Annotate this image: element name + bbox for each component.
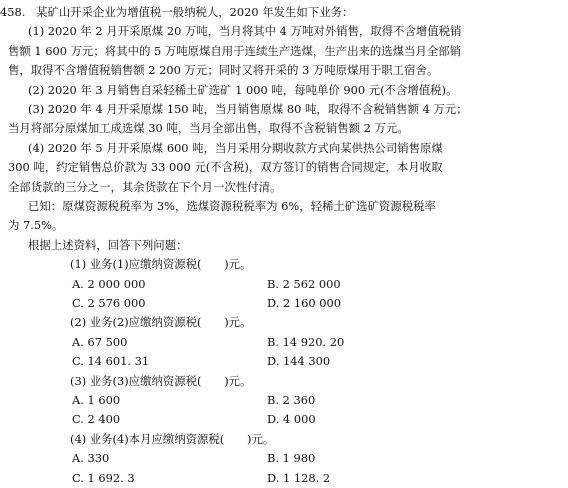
question-3-option-a: A. 1 600 (72, 393, 121, 407)
business-1-line-1: (1) 2020 年 2 月开采原煤 20 万吨，当月将其中 4 万吨对外销售，取得不含增值税销 (28, 24, 462, 39)
question-4-option-d: D. 1 128. 2 (267, 470, 331, 485)
question-1-stem: (1) 业务(1)应缴纳资源税( )元。 (70, 257, 252, 272)
question-4-option-a: A. 330 (72, 451, 110, 466)
question-3-option-c: C. 2 400 (72, 412, 121, 427)
question-2-stem: (2) 业务(2)应缴纳资源税( )元。 (70, 315, 252, 330)
question-3-option-b: B. 2 360 (267, 393, 316, 407)
business-4-line-1: (4) 2020 年 5 月开采原煤 600 吨，当月采用分期收款方式向某供热公司销售原煤 (28, 140, 443, 155)
business-1-line-3: 售，取得不含增值税销售额 2 200 万元；同时又将开采的 3 万吨原煤用于职工宿舍。 (8, 63, 439, 78)
instruction: 根据上述资料，回答下列问题： (28, 237, 188, 252)
question-4-stem: (4) 业务(4)本月应缴纳资源税( )元。 (70, 431, 275, 446)
question-heading: 某矿山开采企业为增值税一般纳税人，2020 年发生如下业务： (36, 5, 354, 19)
question-4-option-c: C. 1 692. 3 (72, 470, 135, 485)
business-4-line-2: 300 吨，约定销售总价款为 33 000 元(不含税)，双方签订的销售合同规定，本月收取 (8, 160, 443, 175)
business-1-line-2: 售额 1 600 万元；将其中的 5 万吨原煤自用于连续生产选煤，生产出来的选煤当月全部销 (8, 43, 462, 58)
question-2-option-a: A. 67 500 (72, 334, 128, 349)
known-line-2: 为 7.5%。 (8, 218, 64, 233)
question-3-stem: (3) 业务(3)应缴纳资源税( )元。 (70, 373, 252, 388)
question-1-option-a: A. 2 000 000 (72, 276, 146, 291)
question-4-option-b: B. 1 980 (267, 451, 316, 466)
question-2-option-c: C. 14 601. 31 (72, 354, 150, 369)
question-3-option-d: D. 4 000 (267, 412, 316, 427)
business-3-line-2: 当月将部分原煤加工成选煤 30 吨，当月全部出售，取得不含税销售额 2 万元。 (8, 121, 409, 136)
question-1-option-b: B. 2 562 000 (267, 276, 341, 291)
question-1-option-c: C. 2 576 000 (72, 296, 146, 310)
question-number: 458. (0, 5, 26, 19)
known-line-1: 已知：原煤资源税税率为 3%，选煤资源税税率为 6%，轻稀土矿选矿资源税税率 (28, 199, 436, 213)
business-3-line-1: (3) 2020 年 4 月开采原煤 150 吨，当月销售原煤 80 吨，取得不含税销售额 4 万元； (28, 102, 468, 116)
question-2-option-b: B. 14 920. 20 (267, 334, 345, 349)
business-2-line-1: (2) 2020 年 3 月销售自采轻稀土矿选矿 1 000 吨，每吨单价 900 元(不含增值税)。 (28, 82, 458, 97)
business-4-line-3: 全部货款的三分之一，其余货款在下个月一次性付清。 (8, 179, 282, 194)
question-1-option-d: D. 2 160 000 (267, 296, 341, 310)
question-2-option-d: D. 144 300 (267, 354, 331, 369)
